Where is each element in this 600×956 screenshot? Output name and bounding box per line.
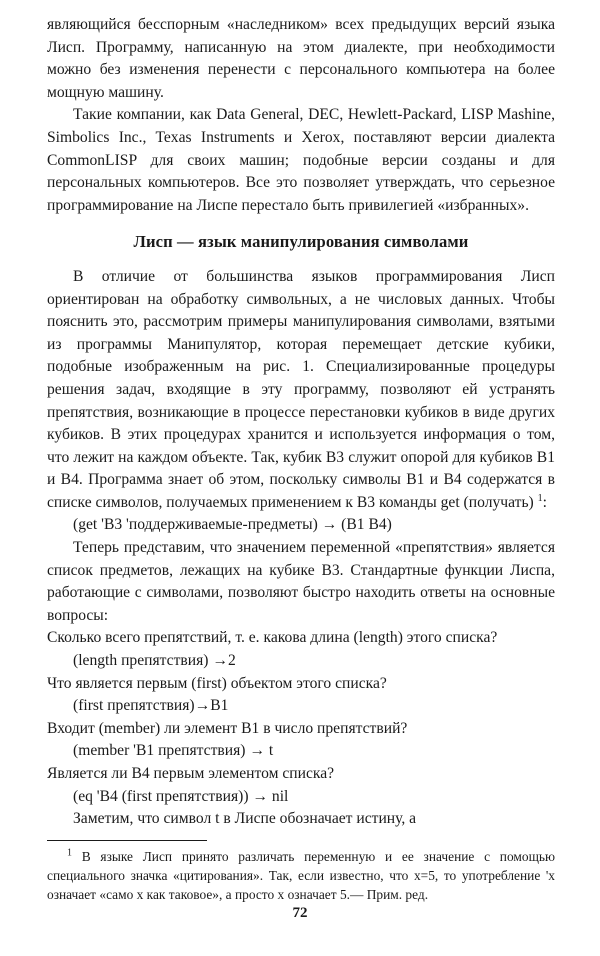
question-first: Что является первым (first) объектом этого списка?: [47, 674, 387, 692]
footnote-ref: 1: [537, 492, 543, 504]
paragraph-4: Теперь представим, что значением переменной «препятствия» является список предметов, лежащих на кубике B3. Стандартные функции Лиспа, работающие с символами, позволяют быстро находить ответы на основные вопросы:: [47, 539, 555, 624]
code-line-first: (first препятствия)→B1: [73, 697, 229, 715]
footnote: [47, 847, 555, 904]
code-line-length: (length препятствия) →2: [73, 652, 236, 670]
paragraph-3-end: :: [542, 493, 547, 511]
question-length: Сколько всего препятствий, т. е. какова длина (length) этого списка?: [47, 629, 498, 647]
footnote-text: В языке Лисп принято различать переменную и ее значение с помощью специального значка «цитирования». Так, если известно, что x=5, то употребление 'x означает «само x как таковое», а просто x означает 5.— Прим. ред.: [47, 848, 555, 902]
footnote-divider: [47, 840, 207, 841]
paragraph-1: являющийся бесспорным «наследником» всех предыдущих версий языка Лисп. Программу, написанную на этом диалекте, при необходимости можно без изменения перенести с персонального компьютера на более мощную машину.: [47, 16, 555, 101]
page-content: [47, 14, 555, 904]
section-heading: Лисп — язык манипулирования символами: [133, 232, 469, 252]
paragraph-3: [47, 266, 555, 515]
code-line-member: (member 'B1 препятствия) → t: [73, 742, 274, 760]
page-number: 72: [292, 905, 308, 921]
footnote-mark: 1: [67, 847, 72, 859]
question-eq: Является ли B4 первым элементом списка?: [47, 765, 335, 782]
paragraph-2: Такие компании, как Data General, DEC, Hewlett-Packard, LISP Mashine, Simbolics Inc., Texas Instruments и Xerox, поставляют версии диалекта CommonLISP для своих машин; подобные версии созданы и для персональных компьютеров. Все это позволяет утверждать, что серьезное программирование на Лиспе перестало быть привилегией «избранных».: [47, 106, 555, 214]
paragraph-3-text: В отличие от большинства языков программирования Лисп ориентирован на обработку символьных, а не числовых данных. Чтобы пояснить это, рассмотрим примеры манипулирования символами, взятыми из программы Манипулятор, которая перемещает детские кубики, подобные изображенным на рис. 1. Специализированные процедуры решения задач, входящие в эту программу, позволяют ей устранять препятствия, возникающие в процессе перестановки кубиков в виде других кубиков. В этих процедурах хранится и используется информация о том, что лежит на каждом объекте. Так, кубик B3 служит опорой для кубиков B1 и B4. Программа знает об этом, поскольку символы B1 и B4 содержатся в списке символов, получаемых применением к B3 команды get (получать): [47, 267, 555, 511]
paragraph-5: Заметим, что символ t в Лиспе обозначает истину, а: [73, 810, 417, 828]
code-line-get: (get 'B3 'поддерживаемые-предметы) → (B1 B4): [73, 516, 392, 534]
question-member: Входит (member) ли элемент B1 в число препятствий?: [47, 719, 408, 737]
code-line-eq: (eq 'B4 (first препятствия)) → nil: [73, 787, 289, 805]
